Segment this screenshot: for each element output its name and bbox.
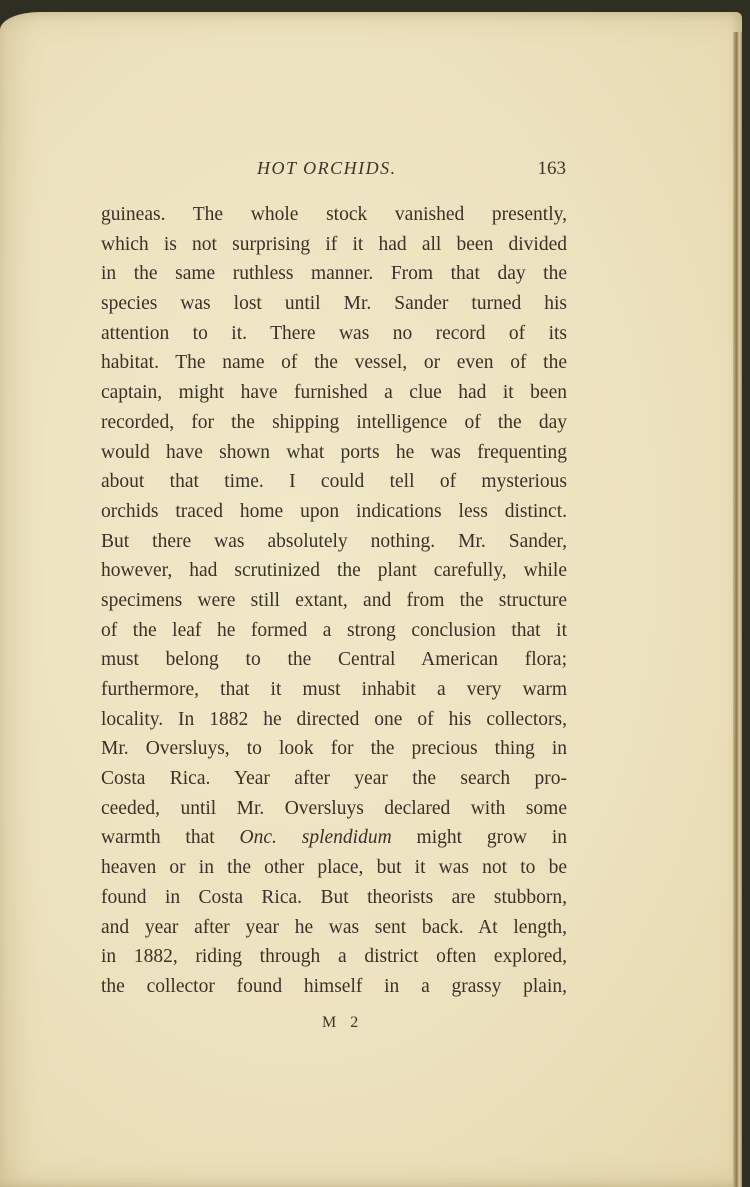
page-header xyxy=(100,158,566,188)
text-line: found in Costa Rica. But theorists are stubborn, xyxy=(101,886,567,908)
body-text xyxy=(101,200,567,1002)
text-line: Costa Rica. Year after year the search pro- xyxy=(101,768,567,790)
text-line: locality. In 1882 he directed one of his collectors, xyxy=(101,708,567,730)
text-line: captain, might have furnished a clue had it been xyxy=(101,382,567,404)
text-line: however, had scrutinized the plant carefully, while xyxy=(101,560,567,582)
text-line: about that time. I could tell of mysterious xyxy=(101,471,567,493)
text-line: furthermore, that it must inhabit a very warm xyxy=(101,679,567,700)
text-line: and year after year he was sent back. At length, xyxy=(101,916,567,938)
text-line: specimens were still extant, and from the structure xyxy=(101,589,567,611)
line-text-after: might grow in xyxy=(416,827,567,849)
page-number: 163 xyxy=(537,158,566,179)
line-text-before: warmth that xyxy=(101,827,215,849)
text-line: which is not surprising if it had all been divided xyxy=(101,233,567,255)
running-head: HOT ORCHIDS. xyxy=(257,158,397,178)
italic-species-name: Onc. splendidum xyxy=(239,827,392,849)
text-line: attention to it. There was no record of its xyxy=(101,322,567,344)
text-line: guineas. The whole stock vanished presently, xyxy=(101,204,567,225)
text-line: the collector found himself in a grassy plain, xyxy=(101,975,567,997)
text-line: But there was absolutely nothing. Mr. Sander, xyxy=(101,530,567,552)
text-line: in the same ruthless manner. From that day the xyxy=(101,263,567,285)
text-line: habitat. The name of the vessel, or even of the xyxy=(101,352,567,374)
signature-mark: M 2 xyxy=(322,1014,364,1031)
text-line: ceeded, until Mr. Oversluys declared with some xyxy=(101,797,567,819)
text-line: heaven or in the other place, but it was not to be xyxy=(101,857,567,879)
text-line: orchids traced home upon indications less distinct. xyxy=(101,500,567,522)
page-edge xyxy=(733,32,742,1187)
text-line-with-italic xyxy=(101,823,567,853)
text-line: of the leaf he formed a strong conclusion that it xyxy=(101,619,567,641)
text-line: in 1882, riding through a district often explored, xyxy=(101,946,567,968)
text-line: would have shown what ports he was frequenting xyxy=(101,441,567,463)
text-line: Mr. Oversluys, to look for the precious thing in xyxy=(101,738,567,760)
text-line: must belong to the Central American flora; xyxy=(101,649,567,671)
text-line: species was lost until Mr. Sander turned his xyxy=(101,293,567,315)
page-paper xyxy=(0,12,742,1187)
text-line: recorded, for the shipping intelligence of the day xyxy=(101,411,567,433)
